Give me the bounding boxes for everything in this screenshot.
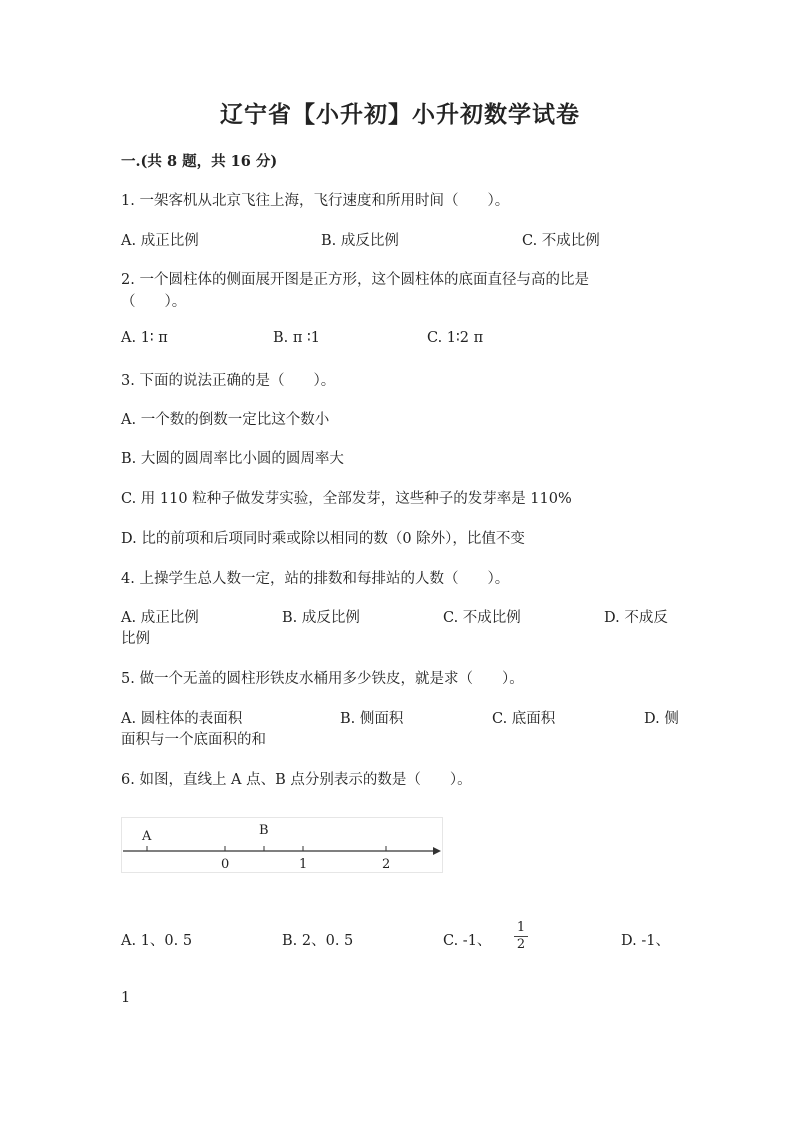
section-heading: 一.(共 8 题，共 16 分) <box>121 153 278 170</box>
question-6-option-c: C. -1、 <box>443 933 492 949</box>
question-5-option-b: B. 侧面积 <box>340 711 404 727</box>
question-1-stem: 1. 一架客机从北京飞往上海，飞行速度和所用时间（ ）。 <box>121 193 510 209</box>
question-4-option-a: A. 成正比例 <box>121 610 199 626</box>
question-4-option-d-continued: 比例 <box>121 631 150 647</box>
page-number: 1 <box>121 990 131 1006</box>
question-2-option-a: A. 1∶ π <box>121 330 168 346</box>
question-5-option-a: A. 圆柱体的表面积 <box>121 711 243 727</box>
question-2-option-b: B. π ∶1 <box>273 330 321 346</box>
question-1-option-b: B. 成反比例 <box>321 233 399 249</box>
tick-label-2: 2 <box>382 857 391 872</box>
question-5-option-d: D. 侧 <box>644 711 679 727</box>
question-3-option-b: B. 大圆的圆周率比小圆的圆周率大 <box>121 451 344 467</box>
question-4-option-b: B. 成反比例 <box>282 610 360 626</box>
fraction-one-half <box>514 921 528 952</box>
arrow-right-icon <box>433 847 441 855</box>
question-3-stem: 3. 下面的说法正确的是（ ）。 <box>121 373 336 389</box>
question-1-option-c: C. 不成比例 <box>522 233 600 249</box>
question-6-option-a: A. 1、0. 5 <box>121 933 193 949</box>
fraction-denominator: 2 <box>516 937 526 952</box>
question-5-stem: 5. 做一个无盖的圆柱形铁皮水桶用多少铁皮，就是求（ ）。 <box>121 671 524 687</box>
question-3-option-c: C. 用 110 粒种子做发芽实验，全部发芽，这些种子的发芽率是 110% <box>121 491 572 507</box>
question-6-option-b: B. 2、0. 5 <box>282 933 354 949</box>
question-3-option-a: A. 一个数的倒数一定比这个数小 <box>121 412 330 428</box>
question-4-option-c: C. 不成比例 <box>443 610 521 626</box>
question-6-stem: 6. 如图，直线上 A 点、B 点分别表示的数是（ ）。 <box>121 772 472 788</box>
question-2-stem-continued: （ ）。 <box>121 294 187 310</box>
question-3-option-d: D. 比的前项和后项同时乘或除以相同的数（0 除外），比值不变 <box>121 531 525 547</box>
question-6-option-d: D. -1、 <box>621 933 670 949</box>
question-4-stem: 4. 上操学生总人数一定，站的排数和每排站的人数（ ）。 <box>121 571 510 587</box>
tick-label-0: 0 <box>221 857 230 872</box>
fraction-numerator: 1 <box>516 920 526 935</box>
figure-frame <box>122 818 443 873</box>
question-2-option-c: C. 1∶2 π <box>427 330 484 346</box>
point-b-label: B <box>259 823 269 838</box>
question-5-option-d-continued: 面积与一个底面积的和 <box>121 732 266 748</box>
number-line-figure <box>121 817 443 873</box>
question-5-option-c: C. 底面积 <box>492 711 556 727</box>
tick-label-1: 1 <box>299 857 308 872</box>
question-1-option-a: A. 成正比例 <box>121 233 199 249</box>
question-2-stem: 2. 一个圆柱体的侧面展开图是正方形，这个圆柱体的底面直径与高的比是 <box>121 272 589 288</box>
question-4-option-d: D. 不成反 <box>604 610 668 626</box>
exam-title: 辽宁省【小升初】小升初数学试卷 <box>220 101 580 128</box>
point-a-label: A <box>142 829 152 844</box>
